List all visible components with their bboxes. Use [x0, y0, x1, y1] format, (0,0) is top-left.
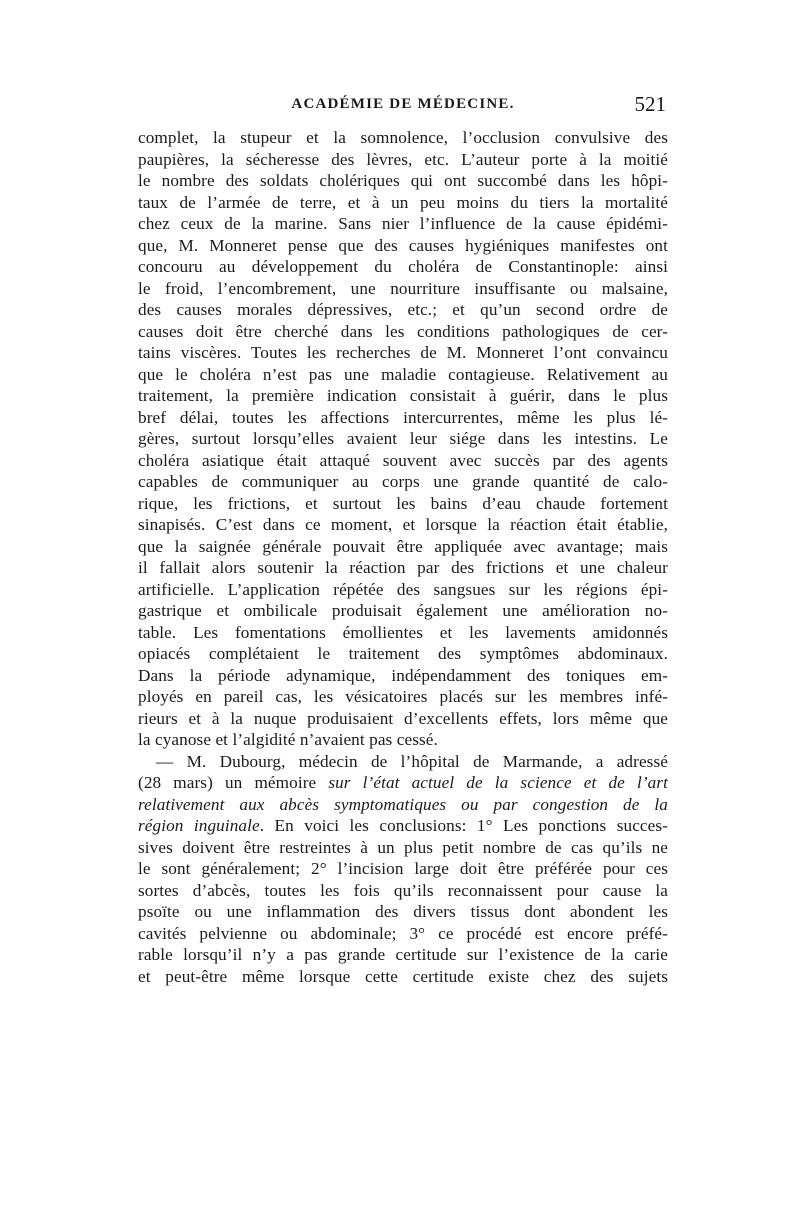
memoir-title-part: région inguinale: [138, 816, 260, 835]
text-line: gastrique et ombilicale produisait également une amélioration no-: [138, 601, 668, 620]
text-run: . En voici les conclusions: 1° Les ponctions succes-: [259, 816, 668, 835]
page-header: [138, 92, 668, 122]
text-line: rable lorsqu’il n’y a pas grande certitude sur l’existence de la carie: [138, 945, 668, 964]
text-line: choléra asiatique était attaqué souvent avec succès par des agents: [138, 450, 668, 470]
paragraph-start-line: — M. Dubourg, médecin de l’hôpital de Marmande, a adressé: [156, 751, 668, 771]
text-line: chez ceux de la marine. Sans nier l’influence de la cause épidémi-: [138, 214, 668, 233]
memoir-title-part: sur l’état actuel de la science et de l’art: [328, 773, 669, 792]
text-line: concouru au développement du choléra de Constantinople: ainsi: [138, 257, 668, 276]
text-line: taux de l’armée de terre, et à un peu moins du tiers la mortalité: [138, 192, 668, 212]
text-line: gères, surtout lorsqu’elles avaient leur siége dans les intestins. Le: [138, 429, 668, 448]
paragraph-end-line: la cyanose et l’algidité n’avaient pas cessé.: [138, 730, 438, 749]
text-line: que, M. Monneret pense que des causes hygiéniques manifestes ont: [138, 235, 668, 255]
text-line: causes doit être cherché dans les conditions pathologiques de cer-: [138, 321, 668, 341]
text-line: table. Les fomentations émollientes et les lavements amidonnés: [138, 622, 668, 642]
text-line: capables de communiquer au corps une grande quantité de calo-: [138, 472, 668, 491]
text-line: opiacés complétaient le traitement des symptômes abdominaux.: [138, 644, 668, 663]
text-line: le sont généralement; 2° l’incision large doit être préférée pour ces: [138, 859, 668, 878]
text-line: tains viscères. Toutes les recherches de M. Monneret l’ont convaincu: [138, 343, 668, 362]
page-number: 521: [634, 92, 666, 116]
text-line: Dans la période adynamique, indépendamment des toniques em-: [138, 665, 668, 685]
running-title: ACADÉMIE DE MÉDECINE.: [291, 96, 515, 112]
text-line: cavités pelvienne ou abdominale; 3° ce procédé est encore préfé-: [138, 923, 668, 943]
text-line: le froid, l’encombrement, une nourriture insuffisante ou malsaine,: [138, 278, 668, 298]
text-line: que le choléra n’est pas une maladie contagieuse. Relativement au: [138, 364, 668, 384]
memoir-title-part: relativement aux abcès symptomatiques ou par congestion de la: [138, 794, 668, 814]
text-line: bref délai, toutes les affections intercurrentes, même les plus lé-: [138, 407, 668, 427]
text-line: sortes d’abcès, toutes les fois qu’ils reconnaissent pour cause la: [138, 880, 668, 900]
text-line: il fallait alors soutenir la réaction par des frictions et une chaleur: [138, 558, 668, 577]
body-text: [138, 127, 668, 987]
text-run: (28 mars) un mémoire: [138, 773, 329, 792]
text-line: [138, 815, 668, 837]
text-line: rique, les frictions, et surtout les bains d’eau chaude fortement: [138, 493, 668, 513]
text-line: [138, 772, 668, 794]
text-line: que la saignée générale pouvait être appliquée avec avantage; mais: [138, 536, 668, 556]
text-line: traitement, la première indication consistait à guérir, dans le plus: [138, 386, 668, 405]
text-line: complet, la stupeur et la somnolence, l’occlusion convulsive des: [138, 128, 668, 147]
text-line: sinapisés. C’est dans ce moment, et lorsque la réaction était établie,: [138, 515, 668, 534]
text-line: et peut-être même lorsque cette certitude existe chez des sujets: [138, 966, 668, 986]
text-line: artificielle. L’application répétée des sangsues sur les régions épi-: [138, 579, 668, 599]
text-line: rieurs et à la nuque produisaient d’excellents effets, lors même que: [138, 708, 668, 728]
text-line: des causes morales dépressives, etc.; et qu’un second ordre de: [138, 300, 668, 319]
text-line: psoïte ou une inflammation des divers tissus dont abondent les: [138, 902, 668, 921]
text-line: le nombre des soldats cholériques qui ont succombé dans les hôpi-: [138, 171, 668, 190]
text-line: ployés en pareil cas, les vésicatoires placés sur les membres infé-: [138, 687, 668, 706]
text-line: sives doivent être restreintes à un plus petit nombre de cas qu’ils ne: [138, 837, 668, 857]
text-line: paupières, la sécheresse des lèvres, etc. L’auteur porte à la moitié: [138, 149, 668, 169]
